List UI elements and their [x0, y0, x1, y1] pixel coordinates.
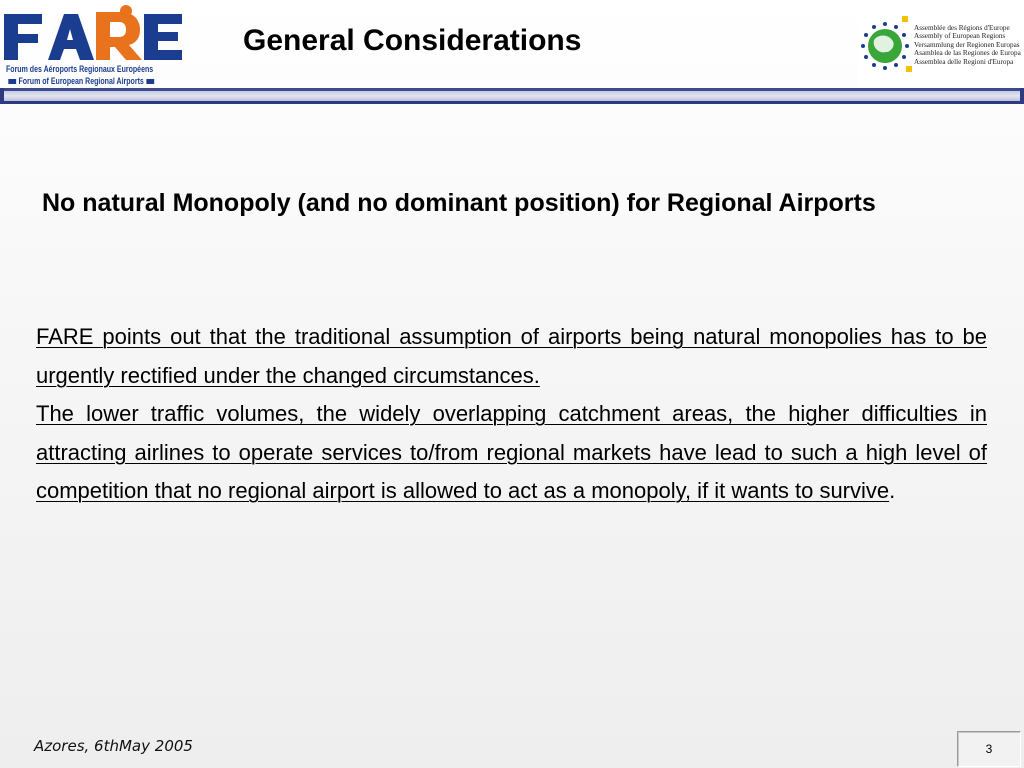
are-name-line: Versammlung der Regionen Europas	[914, 40, 1020, 49]
paragraph-2-period: .	[889, 478, 896, 503]
header-divider	[0, 88, 1024, 104]
paragraph-2	[36, 395, 987, 511]
are-name-line: Assembly of European Regions	[914, 32, 1006, 41]
footer-location-date: Azores, 6thMay 2005	[34, 737, 193, 755]
fare-wordmark	[2, 4, 184, 64]
are-name-line: Assemblée des Régions d'Europe	[914, 24, 1010, 32]
page-number-box	[957, 731, 1021, 767]
fare-logo	[2, 4, 184, 88]
bar-decoration	[146, 79, 154, 84]
paragraph-1	[36, 318, 987, 395]
paragraph-2-text: The lower traffic volumes, the widely overlapping catchment areas, the higher difficulties in attracting airlines to operate services to/from regional markets have lead to such a high level of competition that no regional airport is allowed to act as a monopoly, if it wants to survive	[36, 401, 987, 503]
fare-subtitle-french: Forum des Aéroports Regionaux Européens	[6, 64, 154, 74]
are-name-line: Asamblea de las Regiones de Europa	[914, 49, 1021, 58]
fare-subtitle-english	[6, 76, 162, 86]
slide-header	[0, 0, 1024, 108]
page-number: 3	[985, 742, 993, 756]
bar-decoration	[8, 79, 16, 84]
page-title: General Considerations	[243, 24, 582, 57]
slide-heading: No natural Monopoly (and no dominant position) for Regional Airports	[42, 189, 876, 217]
are-logo	[858, 0, 1024, 88]
are-names	[914, 24, 1024, 66]
lcap-decoration	[0, 88, 4, 104]
slide-body	[36, 318, 987, 511]
paragraph-1-text: FARE points out that the traditional assumption of airports being natural monopolies has to be urgently rectified under the changed circumstances.	[36, 324, 987, 388]
are-name-line: Assemblea delle Regioni d'Europa	[914, 57, 1014, 66]
rcap-decoration	[1020, 88, 1024, 104]
fare-subtitle-english-text: Forum of European Regional Airports	[18, 76, 144, 86]
eu-stars-globe-icon	[858, 14, 912, 74]
